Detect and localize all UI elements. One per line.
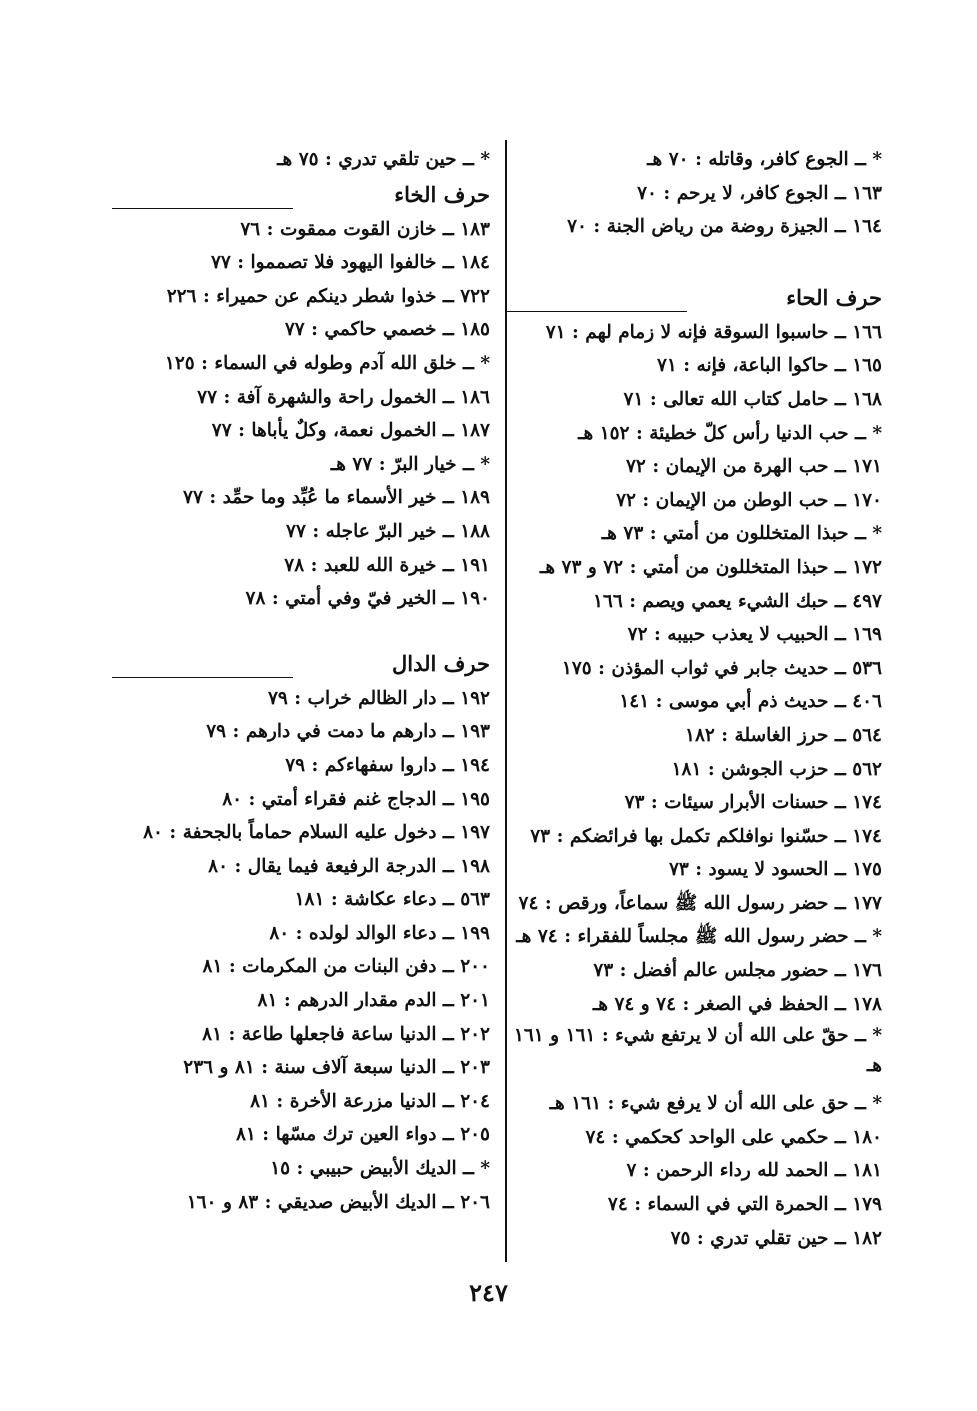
index-entry: ١٩٥ ــ الدجاج غنم فقراء أمتي : ٨٠	[222, 788, 490, 810]
index-entry: ١٧٤ ــ حسنات الأبرار سيئات : ٧٣	[624, 792, 882, 814]
index-entry: ٥٦٢ ــ حزب الجوشن : ١٨١	[671, 758, 882, 780]
index-entry: ٢٠٦ ــ الديك الأبيض صديقي : ٨٣ و ١٦٠	[186, 1191, 490, 1213]
index-entry: ٥٣٦ ــ حديث جابر في ثواب المؤذن : ١٧٥	[561, 657, 882, 679]
index-entry: ١٩٣ ــ دارهم ما دمت في دارهم : ٧٩	[206, 721, 490, 743]
section-header-label: حرف الدال	[392, 650, 490, 676]
index-entry: ١٧٦ ــ حضور مجلس عالم أفضل : ٧٣	[593, 960, 882, 982]
index-entry: ١٧١ ــ حب الهرة من الإيمان : ٧٢	[626, 456, 882, 478]
index-entry: ١٨٤ ــ خالفوا اليهود فلا تصمموا : ٧٧	[210, 252, 490, 274]
index-entry: ٥٦٣ ــ دعاء عكاشة : ١٨١	[294, 889, 490, 911]
index-entry: ٤٩٧ ــ حبك الشيء يعمي ويصم : ١٦٦	[592, 590, 882, 612]
index-entry: ١٨٩ ــ خير الأسماء ما عُبِّد وما حمِّد : ٧٧	[183, 487, 490, 509]
index-entry: ١٨٦ ــ الخمول راحة والشهرة آفة : ٧٧	[197, 386, 490, 408]
section-header-ha	[507, 280, 882, 316]
index-entry: * ــ خلق الله آدم وطوله في السماء : ١٢٥	[164, 352, 490, 374]
index-entry: ٧٢٢ ــ خذوا شطر دينكم عن حميراء : ٢٢٦	[166, 285, 490, 307]
index-entry: ٢٠٥ ــ دواء العين ترك مسّها : ٨١	[235, 1124, 490, 1146]
index-entry: ١٨١ ــ الحمد لله رداء الرحمن : ٧	[626, 1160, 882, 1182]
index-entry: * ــ الديك الأبيض حبيبي : ١٥	[270, 1158, 490, 1180]
section-header-dal	[112, 646, 490, 682]
section-header-kha	[112, 177, 490, 213]
index-entry: ١٨٢ ــ حين تقلي تدري : ٧٥	[670, 1227, 882, 1249]
index-entry: ١٦٥ ــ حاكوا الباعة، فإنه : ٧١	[656, 355, 882, 377]
header-rule	[112, 677, 293, 678]
entry-group-kha	[112, 213, 490, 616]
entry-group-dal	[112, 682, 490, 1220]
index-entry: * ــ حبذا المتخللون من أمتي : ٧٣ هـ	[601, 523, 882, 545]
index-entry: * ــ حين تلقي تدري : ٧٥ هـ	[277, 149, 490, 170]
index-entry: * ــ حقّ على الله أن لا يرتفع شيء : ١٦١ و ١٦١ هـ	[513, 1025, 882, 1077]
index-entry: ١٨٥ ــ خصمي حاكمي : ٧٧	[284, 319, 490, 341]
index-entry: ٢٠٣ ــ الدنيا سبعة آلاف سنة : ٨١ و ٢٣٦	[183, 1057, 490, 1079]
index-entry: ١٩٤ ــ داروا سفهاءكم : ٧٩	[285, 754, 490, 776]
entry-group-ha	[507, 316, 882, 1255]
left-column	[112, 143, 490, 1219]
index-entry: ١٦٩ ــ الحبيب لا يعذب حبيبه : ٧٢	[627, 624, 882, 646]
index-entry: ١٨٧ ــ الخمول نعمة، وكلٌ يأباها : ٧٧	[211, 420, 490, 442]
index-entry: ١٩٠ ــ الخير فيّ وفي أمتي : ٧٨	[245, 588, 490, 610]
index-entry: ٢٠١ ــ الدم مقدار الدرهم : ٨١	[257, 990, 490, 1012]
entry-group-jim	[507, 143, 882, 244]
index-entry: ٢٠٠ ــ دفن البنات من المكرمات : ٨١	[202, 956, 490, 978]
index-entry: ١٧٤ ــ حسّنوا نوافلكم تكمل بها فرائضكم : ٧٣	[530, 825, 882, 847]
index-entry: ١٩١ ــ خيرة الله للعبد : ٧٨	[284, 554, 490, 576]
index-entry: ١٦٨ ــ حامل كتاب الله تعالى : ٧١	[623, 388, 882, 410]
index-entry: * ــ خيار البرّ : ٧٧ هـ	[330, 453, 490, 475]
index-entry: ٥٦٤ ــ حرز الغاسلة : ١٨٢	[685, 724, 882, 746]
index-entry: ١٧٨ ــ الحفظ في الصغر : ٧٤ و ٧٤ هـ	[592, 993, 882, 1015]
header-rule	[112, 208, 293, 209]
index-entry: * ــ حب الدنيا رأس كلّ خطيئة : ١٥٢ هـ	[578, 422, 882, 444]
index-entry: * ــ الجوع كافر، وقاتله : ٧٠ هـ	[647, 149, 882, 170]
index-entry: ١٨٣ ــ خازن القوت ممقوت : ٧٦	[240, 218, 490, 240]
index-entry: ١٧٠ ــ حب الوطن من الإيمان : ٧٢	[616, 489, 882, 511]
column-divider	[505, 140, 507, 1262]
index-entry: ١٦٤ ــ الجيزة روضة من رياض الجنة : ٧٠	[567, 216, 882, 238]
index-entry: ١٩٢ ــ دار الظالم خراب : ٧٩	[267, 687, 490, 709]
index-entry: ١٦٦ ــ حاسبوا السوقة فإنه لا زمام لهم : ٧١	[545, 321, 882, 343]
header-rule	[507, 311, 687, 312]
index-entry: ١٧٧ ــ حضر رسول الله ﷺ سماعاً، ورقص : ٧٤	[518, 892, 882, 914]
index-entry: ١٩٨ ــ الدرجة الرفيعة فيما يقال : ٨٠	[208, 855, 490, 877]
section-header-label: حرف الخاء	[394, 181, 490, 207]
index-entry: * ــ حضر رسول الله ﷺ مجلساً للفقراء : ٧٤ هـ	[516, 926, 882, 948]
index-entry: ١٩٩ ــ دعاء الوالد لولده : ٨٠	[269, 922, 490, 944]
page-number: ٢٤٧	[469, 1278, 508, 1307]
index-entry: * ــ حق على الله أن لا يرفع شيء : ١٦١ هـ	[549, 1093, 882, 1115]
index-entry: ١٧٩ ــ الحمرة التي في السماء : ٧٤	[607, 1194, 882, 1216]
index-entry: ١٦٣ ــ الجوع كافر، لا يرحم : ٧٠	[637, 182, 882, 204]
index-entry: ١٩٧ ــ دخول عليه السلام حماماً بالجحفة : ٨٠	[143, 822, 490, 844]
section-header-label: حرف الحاء	[786, 284, 882, 310]
index-entry: ١٨٠ ــ حكمي على الواحد كحكمي : ٧٤	[585, 1126, 882, 1148]
index-entry: ١٧٢ ــ حبذا المتخللون من أمتي : ٧٢ و ٧٣ هـ	[539, 556, 882, 578]
index-entry: ١٨٨ ــ خير البرّ عاجله : ٧٧	[286, 520, 490, 542]
index-entry: ٢٠٤ ــ الدنيا مزرعة الأخرة : ٨١	[250, 1090, 490, 1112]
right-column	[507, 143, 882, 1255]
index-entry: ٤٠٦ ــ حديث ذم أبي موسى : ١٤١	[619, 691, 882, 713]
index-entry: ٢٠٢ ــ الدنيا ساعة فاجعلها طاعة : ٨١	[202, 1023, 490, 1045]
index-entry: ١٧٥ ــ الحسود لا يسود : ٧٣	[668, 859, 882, 881]
